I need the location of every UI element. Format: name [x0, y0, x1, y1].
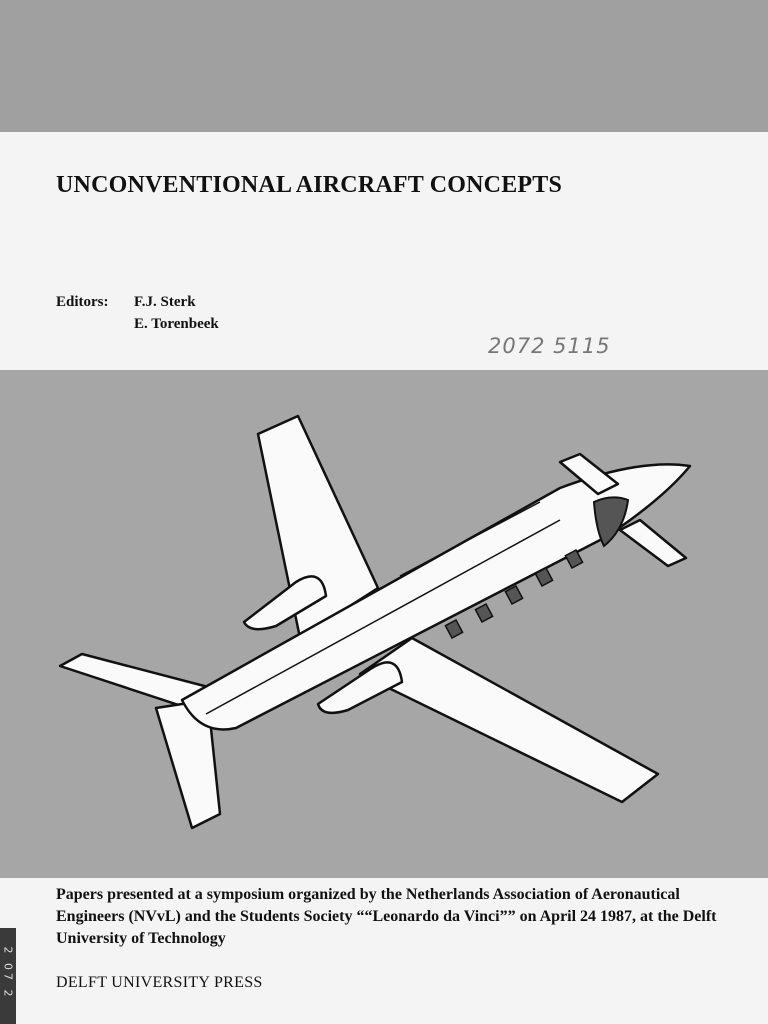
spine-label-text: 2 07 2: [1, 946, 15, 1000]
editor-name: F.J. Sterk: [134, 294, 196, 310]
footer-panel: [0, 878, 768, 1024]
handwritten-note: 2072 5115: [488, 334, 611, 358]
illustration-panel: [0, 370, 768, 878]
top-gray-band: [0, 0, 768, 132]
publisher-name: DELFT UNIVERSITY PRESS: [56, 974, 263, 991]
cabin-window: [475, 604, 492, 622]
library-spine-label: [0, 928, 16, 1024]
symposium-description: Papers presented at a symposium organized by the Netherlands Association of Aeronautical Engineers (NVvL) and the Students Society ““Leonardo da Vinci”” on April 24 1987, at the Delft University of Technology: [56, 886, 717, 947]
lower-wing: [360, 638, 658, 802]
title-panel: [0, 132, 768, 370]
aircraft-illustration: [0, 370, 768, 878]
editors-label: Editors:: [56, 294, 109, 310]
cabin-window: [445, 620, 462, 638]
editor-name: E. Torenbeek: [134, 316, 219, 332]
canard-lower: [620, 520, 686, 566]
cover-title: UNCONVENTIONAL AIRCRAFT CONCEPTS: [56, 172, 563, 198]
